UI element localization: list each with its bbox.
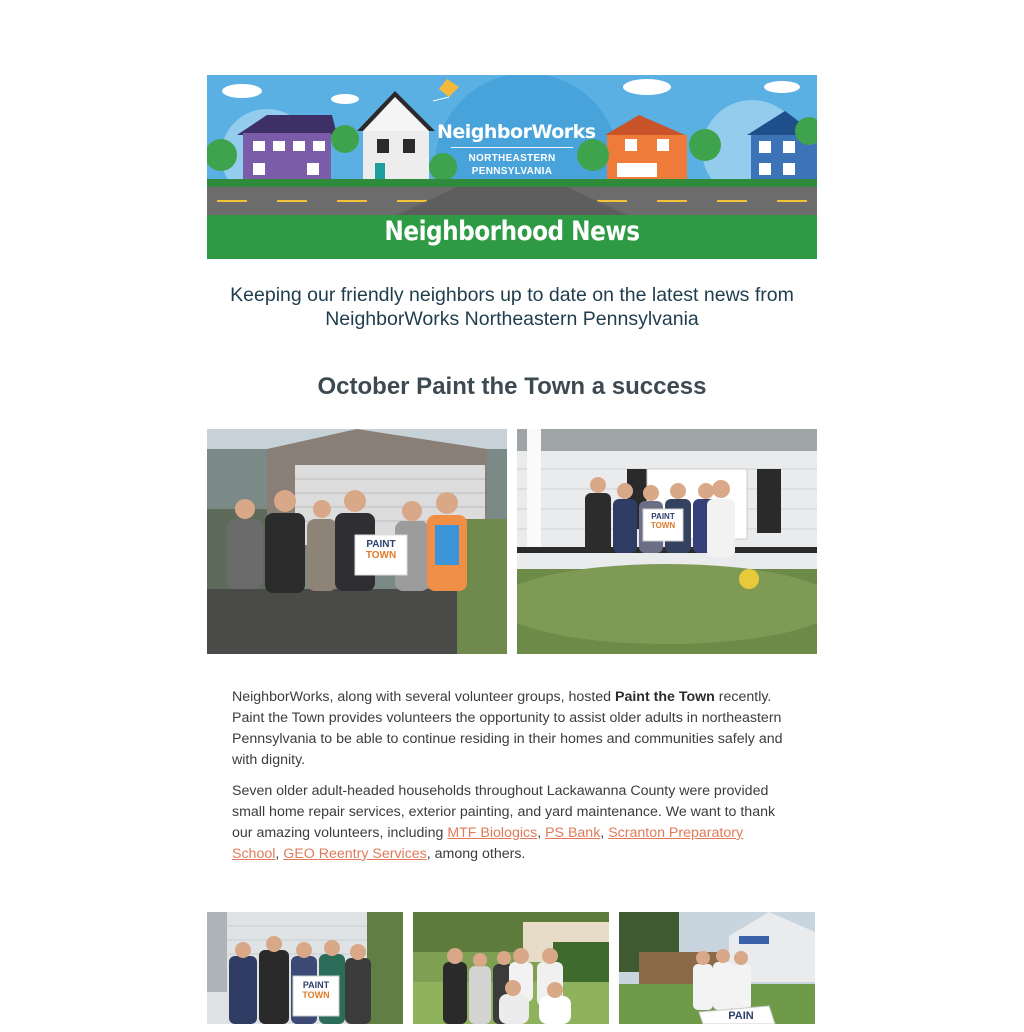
- article-paragraph-2: [232, 781, 792, 865]
- p2-intro: Seven older adult-headed households throughout Lackawanna County were provided small home repair services, exterior painting, and yard maintenance. We want to thank our amazing volunteers, including: [232, 783, 776, 841]
- link-scranton-prep[interactable]: Scranton Preparatory School: [232, 825, 744, 862]
- link-separator-2: ,: [600, 825, 609, 841]
- link-ps-bank[interactable]: PS Bank: [545, 825, 601, 841]
- volunteers-porch-photo: [517, 429, 817, 654]
- logo-region-line2: PENNSYLVANIA: [471, 166, 553, 177]
- sign-text: [643, 512, 683, 530]
- p1-rest: recently. Paint the Town provides volunteers the opportunity to assist older adults in northeastern Pennsylvania to be able to continue residing in their homes and communities safely and with dignity.: [232, 689, 783, 768]
- sign-line-2: TOWN: [365, 550, 397, 561]
- banner-title: Neighborhood News: [384, 216, 640, 247]
- link-separator-3: ,: [275, 846, 284, 862]
- sign-line-2: TOWN: [650, 521, 676, 530]
- newsletter-banner: [207, 75, 817, 259]
- article-headline: October Paint the Town a success: [317, 373, 707, 400]
- volunteers-garage-photo: [207, 429, 507, 654]
- photo-row-bottom: [207, 912, 817, 1032]
- neighborworks-logo: [437, 121, 596, 178]
- sign-text: [355, 539, 407, 561]
- newsletter: [207, 75, 817, 1022]
- sign-line-1: PAIN: [728, 1010, 754, 1022]
- sign-line-2: TOWN: [302, 990, 330, 1000]
- sign-line-1: PAINT: [651, 512, 675, 521]
- article-body: [232, 687, 792, 875]
- photo-row-top: [207, 429, 817, 654]
- volunteers-siding-photo: [207, 912, 403, 1024]
- logo-rule: [451, 147, 573, 148]
- newsletter-tagline: Keeping our friendly neighbors up to date on the latest news from NeighborWorks Northeastern Pennsylvania: [230, 284, 794, 330]
- volunteers-ramp-photo: [619, 912, 815, 1024]
- link-geo-reentry[interactable]: GEO Reentry Services: [283, 846, 427, 862]
- sign-line-1: PAINT: [302, 980, 330, 990]
- sign-line-1: PAINT: [366, 539, 396, 550]
- article-paragraph-1: [232, 687, 792, 771]
- volunteers-yard-photo: [413, 912, 609, 1024]
- link-separator-1: ,: [537, 825, 546, 841]
- link-mtf-biologics[interactable]: MTF Biologics: [447, 825, 538, 841]
- logo-brand: NeighborWorks: [437, 121, 596, 143]
- p2-rest: , among others.: [426, 846, 526, 862]
- logo-region-line1: NORTHEASTERN: [468, 153, 556, 164]
- sign-text: [711, 1010, 771, 1022]
- program-name: Paint the Town: [615, 689, 715, 705]
- p1-intro: NeighborWorks, along with several volunteer groups, hosted: [232, 689, 616, 705]
- sign-text: [293, 980, 339, 1000]
